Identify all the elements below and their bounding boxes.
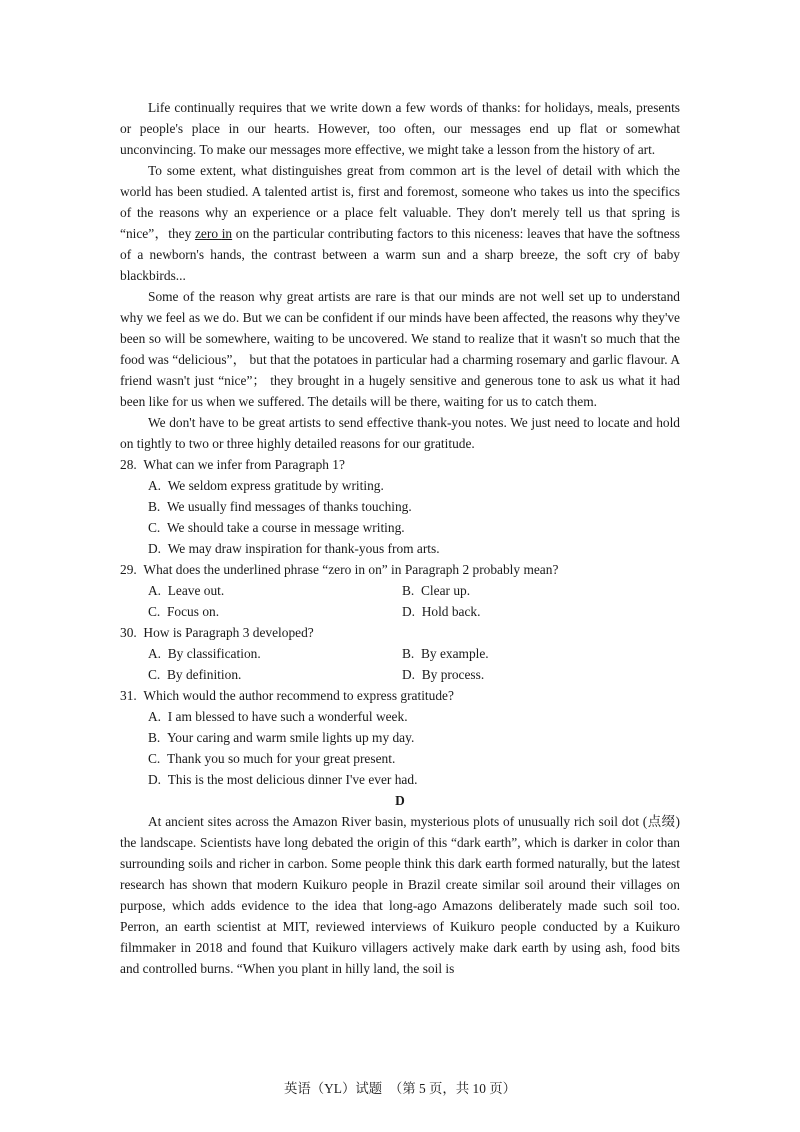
question-31-option-b[interactable]: B. Your caring and warm smile lights up my day. [148,730,415,745]
question-30-options-row-1 [120,643,680,664]
underlined-zero: zero [194,226,219,241]
question-29-option-a[interactable]: A. Leave out. [148,583,225,598]
question-31-stem: 31. Which would the author recommend to express gratitude? [120,688,454,703]
question-28-option-c[interactable]: C. We should take a course in message writing. [148,520,405,535]
passage-c-paragraph-4: We don't have to be great artists to send effective thank-you notes. We just need to locate and hold on tightly to two or three highly detailed reasons for our gratitude. [120,415,680,451]
question-29-options-row-2 [120,601,680,622]
question-31-option-c[interactable]: C. Thank you so much for your great present. [148,751,396,766]
question-30-option-c[interactable]: C. By definition. [148,667,242,682]
question-28-stem: 28. What can we infer from Paragraph 1? [120,457,345,472]
passage-d-title: D [395,793,405,808]
question-29-options-row-1 [120,580,680,601]
question-28-option-a[interactable]: A. We seldom express gratitude by writing. [148,478,384,493]
question-30-stem: 30. How is Paragraph 3 developed? [120,625,314,640]
question-31-option-d[interactable]: D. This is the most delicious dinner I've ever had. [148,772,418,787]
question-29-option-d[interactable]: D. Hold back. [402,604,481,619]
paragraph-2-text-end: on the particular contributing factors to this niceness: leaves that have the softness of a newborn's hands, the contrast between a warm sun and a sharp breeze, the soft cry of baby blackbirds... [120,226,681,283]
question-30-option-a[interactable]: A. By classification. [148,646,261,661]
passage-c-paragraph-1: Life continually requires that we write down a few words of thanks: for holidays, meals, presents or people's place in our hearts. However, too often, our messages end up flat or somewhat unconvincing. To make our messages more effective, we might take a lesson from the history of art. [120,100,680,157]
question-30-option-b[interactable]: B. By example. [402,646,489,661]
page-content [120,97,680,979]
question-29-stem: 29. What does the underlined phrase “zero in on” in Paragraph 2 probably mean? [120,562,559,577]
passage-c-paragraph-2 [120,160,680,286]
question-30-options-row-2 [120,664,680,685]
question-31-option-a[interactable]: A. I am blessed to have such a wonderful week. [148,709,408,724]
page-footer: 英语（YL）试题 （第 5 页，共 10 页） [283,1081,517,1096]
question-29-option-c[interactable]: C. Focus on. [148,604,220,619]
question-28-option-d[interactable]: D. We may draw inspiration for thank-yous from arts. [148,541,440,556]
question-29-option-b[interactable]: B. Clear up. [402,583,471,598]
passage-c-paragraph-3: Some of the reason why great artists are rare is that our minds are not well set up to understand why we feel as we do. But we can be confident if our minds have been affected, the reasons why they've been so will be somewhere, waiting to be uncovered. We stand to realize that it wasn't so much that the food was “delicious”， but that the potatoes in particular had a charming rosemary and garlic flavour. A friend wasn't just “nice”； they brought in a hugely sensitive and generous tone to ask us what it had been like for us when we suffered. The details will be there, waiting for us to catch them. [120,289,680,409]
passage-d-paragraph-1: At ancient sites across the Amazon River basin, mysterious plots of unusually rich soil dot (点缀) the landscape. Scientists have long debated the origin of this “dark earth”, which is darker in color than surrounding soils and richer in carbon. Some people think this dark earth formed naturally, but the latest research has shown that modern Kuikuro people in Brazil create similar soil around their villages on purpose, which adds evidence to the idea that long-ago Amazons deliberately made such soil too. Perron, an earth scientist at MIT, reviewed interviews of Kuikuro people conducted by a Kuikuro filmmaker in 2018 and found that Kuikuro villagers actively make dark earth by using ash, food bits and controlled burns. “When you plant in hilly land, the soil is [120,814,680,976]
paragraph-2-text-start: To some extent, what distinguishes great from common art is the level of detail with which the world has been studied. A talented artist is, first and foremost, someone who takes us into the specifics of the reasons why an experience or a place felt valuable. They don't merely tell us that spring is “nice”，they [120,163,680,241]
question-30-option-d[interactable]: D. By process. [402,667,485,682]
underlined-in: in [221,226,233,241]
question-28-option-b[interactable]: B. We usually find messages of thanks touching. [148,499,412,514]
